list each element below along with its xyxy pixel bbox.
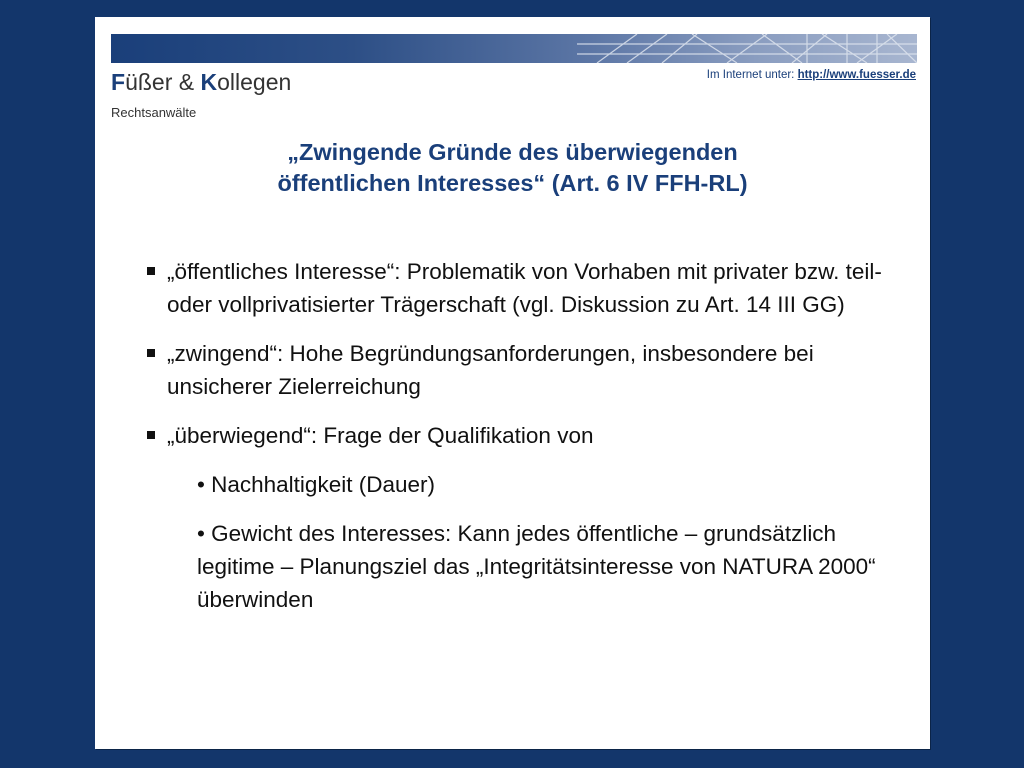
title-line-1: „Zwingende Gründe des überwiegenden — [287, 139, 738, 165]
header-banner — [111, 34, 917, 63]
square-bullet-icon — [147, 267, 155, 275]
website-link[interactable]: http://www.fuesser.de — [797, 69, 916, 81]
firm-name-part2: ollegen — [217, 69, 292, 95]
sub-bullet-item: • Gewicht des Interesses: Kann jedes öffentliche – grundsätzlich legitime – Planungsziel das „Integritätsinteresse von NATURA 2000“ überwinden — [197, 521, 876, 612]
slide — [95, 17, 930, 749]
firm-name — [111, 69, 291, 96]
firm-subtitle: Rechtsanwälte — [111, 105, 197, 120]
bullet-text: „öffentliches Interesse“: Problematik von Vorhaben mit privater bzw. teil- oder vollprivatisierter Trägerschaft (vgl. Diskussion zu Art. 14 III GG) — [167, 259, 882, 317]
sub-bullet-item: • Nachhaltigkeit (Dauer) — [197, 472, 435, 497]
bullet-text: „zwingend“: Hohe Begründungsanforderungen, insbesondere bei unsicherer Zielerreichung — [167, 341, 814, 399]
bullet-item — [145, 255, 905, 321]
slide-content — [145, 255, 905, 632]
bullet-item — [145, 419, 905, 452]
square-bullet-icon — [147, 431, 155, 439]
internet-label: Im Internet unter: — [706, 69, 798, 81]
bullet-text: „überwiegend“: Frage der Qualifikation von — [167, 423, 594, 448]
firm-name-initial-f: F — [111, 69, 126, 95]
bullet-item — [145, 337, 905, 403]
banner-structure-graphic — [577, 34, 917, 63]
firm-logo — [111, 69, 311, 129]
square-bullet-icon — [147, 349, 155, 357]
internet-info — [707, 69, 916, 81]
firm-name-part1: üßer & — [125, 69, 201, 95]
title-line-2: öffentlichen Interesses“ (Art. 6 IV FFH-RL) — [277, 170, 748, 196]
firm-name-initial-k: K — [200, 69, 218, 95]
slide-title — [95, 137, 930, 199]
